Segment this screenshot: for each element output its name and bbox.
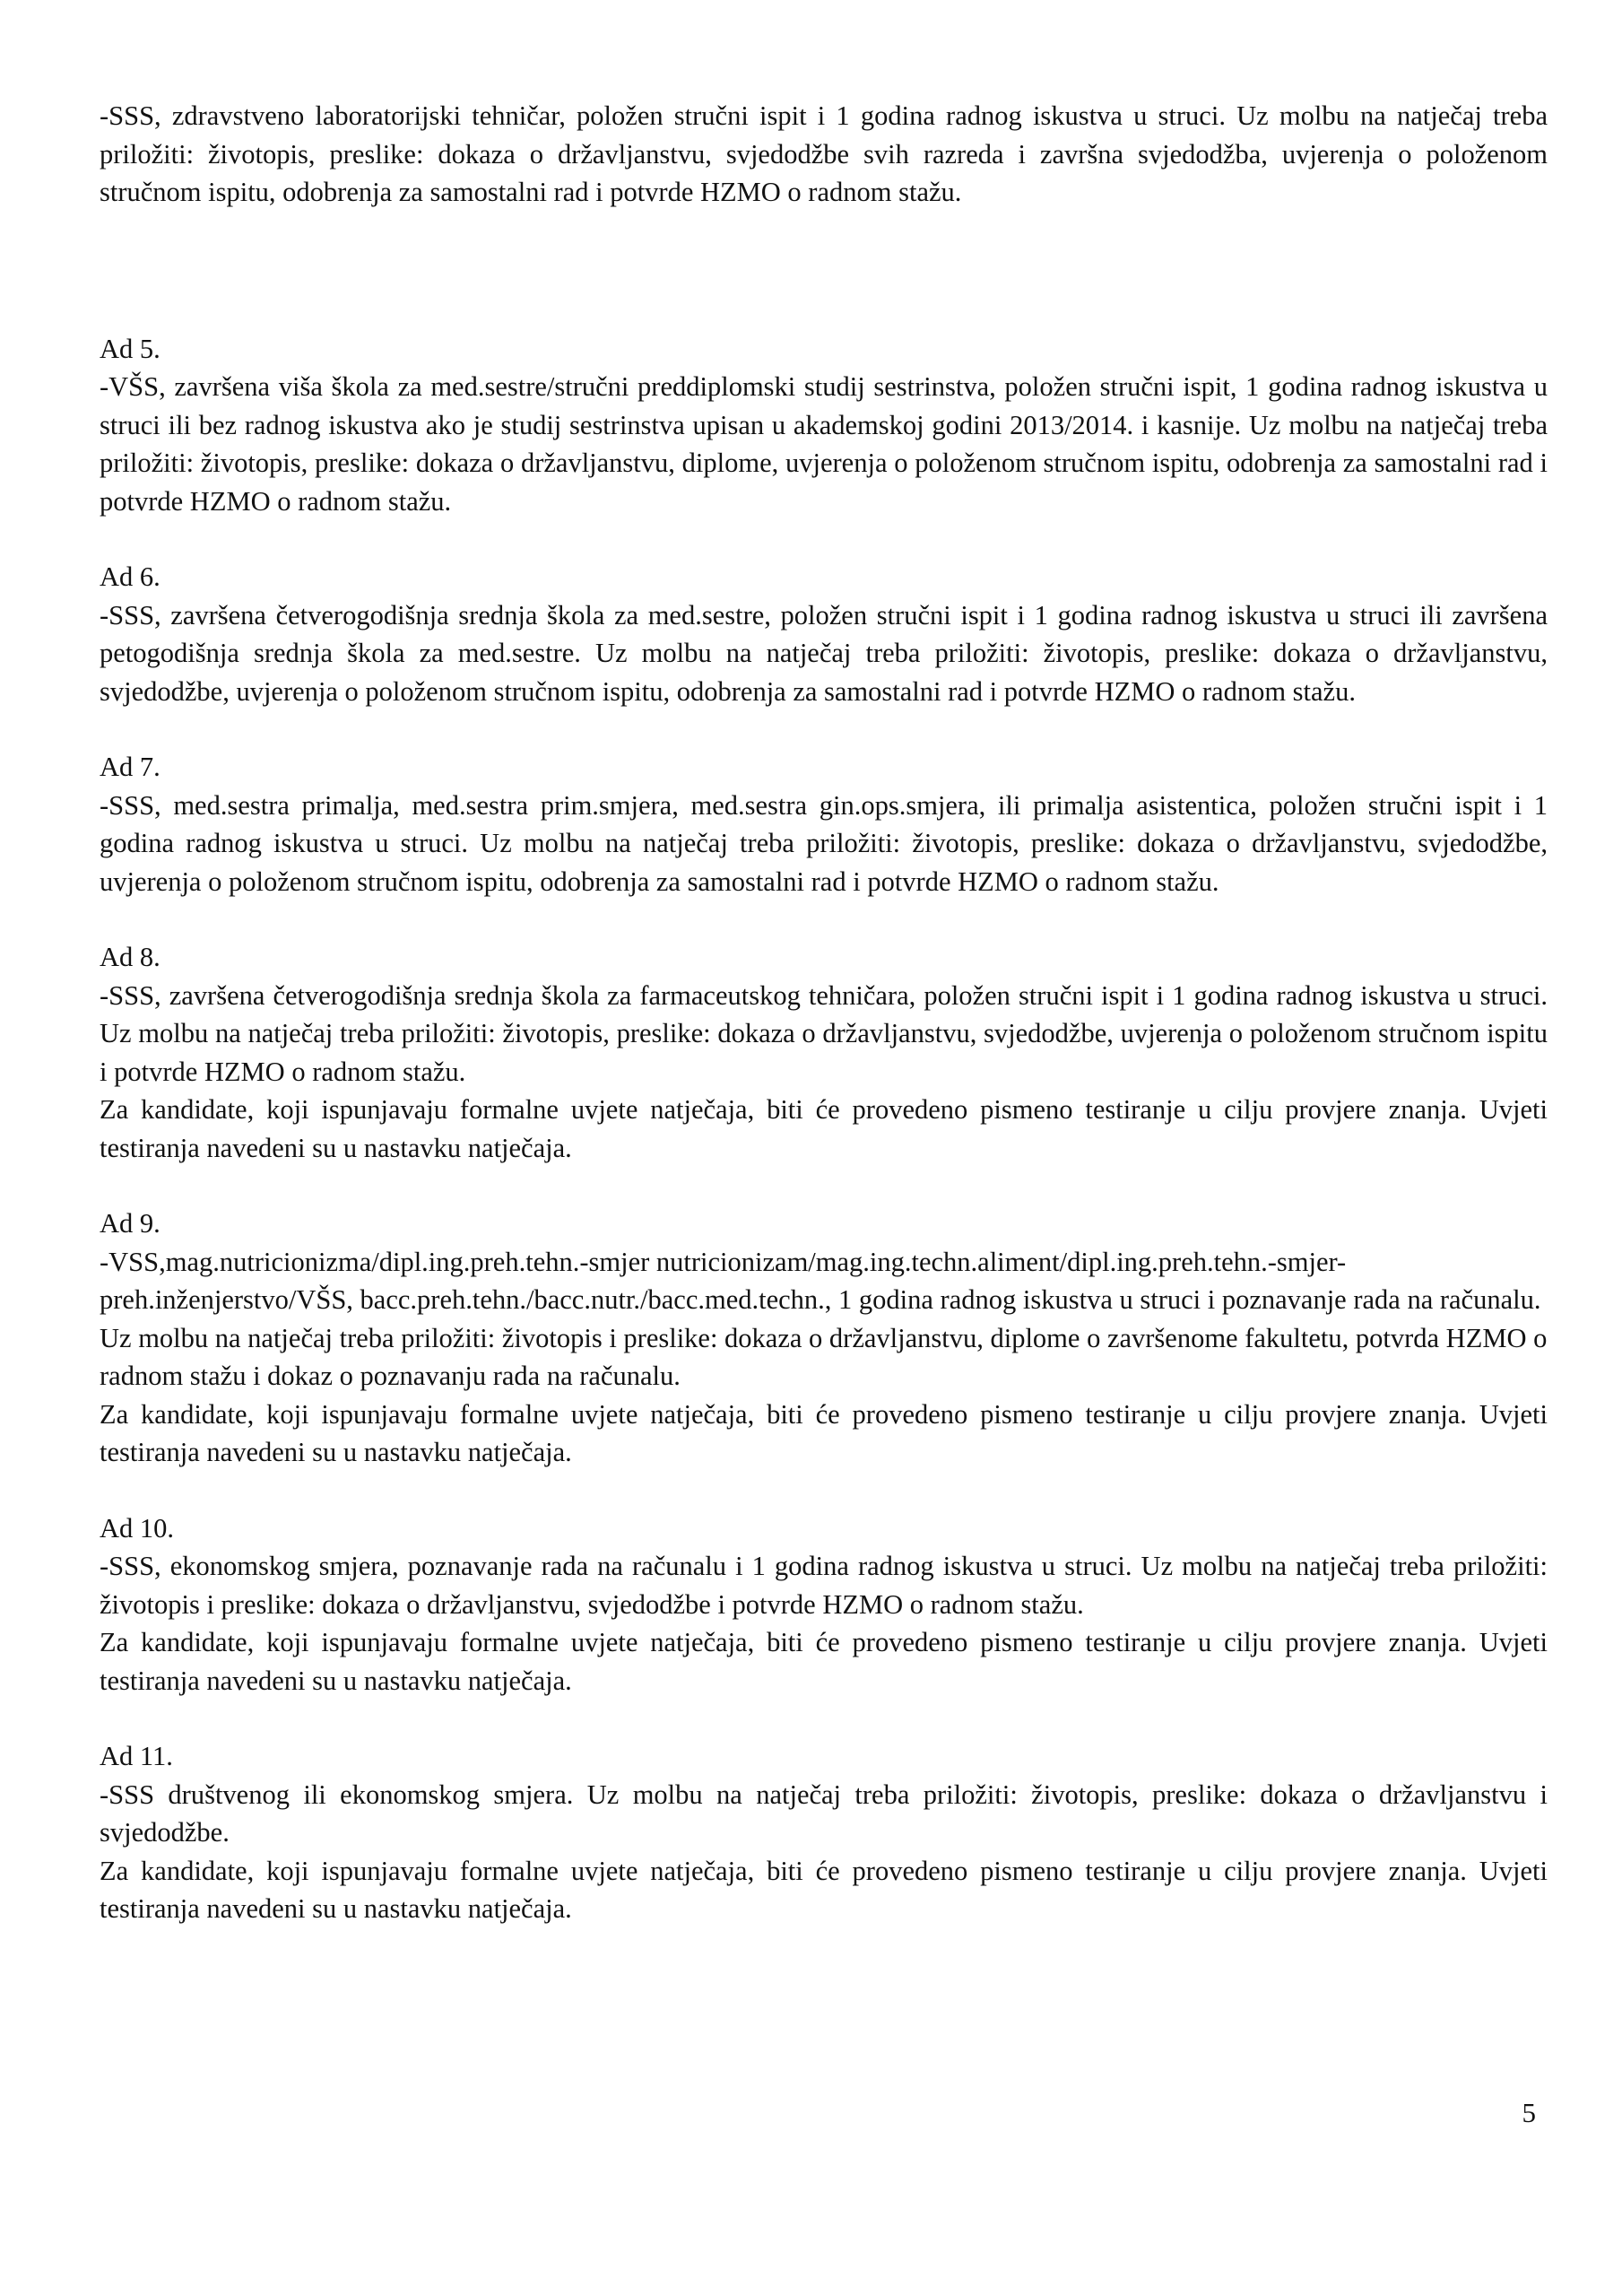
section-ad-10: [100, 1509, 1548, 1700]
section-heading: Ad 8.: [100, 942, 160, 972]
testing-note: Za kandidate, koji ispunjavaju formalne uvjete natječaja, biti će provedeno pismeno testiranje u cilju provjere znanja. Uvjeti testiranja navedeni su u nastavku natječaja.: [100, 1627, 1548, 1696]
section-ad-5: [100, 330, 1548, 521]
section-ad-6: [100, 558, 1548, 710]
section-ad-11: [100, 1737, 1548, 1928]
section-text: -SSS, ekonomskog smjera, poznavanje rada na računalu i 1 godina radnog iskustva u struci. Uz molbu na natječaj treba priložiti: životopis i preslike: dokaza o državljanstvu, svjedodžbe i potvrde HZMO o radnom stažu.: [100, 1551, 1548, 1620]
section-text: -SSS, završena četverogodišnja srednja škola za med.sestre, položen stručni ispit i 1 godina radnog iskustva u struci ili završena petogodišnja srednja škola za med.sestre. Uz molbu na natječaj treba priložiti: životopis, preslike: dokaza o državljanstvu, svjedodžbe, uvjerenja o položenom stručnom ispitu, odobrenja za samostalni rad i potvrde HZMO o radnom stažu.: [100, 599, 1548, 707]
section-text: -VSS,mag.nutricionizma/dipl.ing.preh.tehn.-smjer nutricionizam/mag.ing.techn.aliment/dipl.ing.preh.tehn.-smjer-preh.inženjerstvo/VŠS, bacc.preh.tehn./bacc.nutr./bacc.med.techn., 1 godina radnog iskustva u struci i poznavanje rada na računalu. Uz molbu na natječaj treba priložiti: životopis i preslike: dokaza o državljanstvu, diplome o završenome fakultetu, potvrda HZMO o radnom stažu i dokaz o poznavanju rada na računalu.: [100, 1246, 1548, 1391]
section-heading: Ad 10.: [100, 1512, 175, 1544]
page-number: 5: [1522, 2097, 1536, 2128]
section-heading: Ad 9.: [100, 1208, 160, 1239]
intro-paragraph: -SSS, zdravstveno laboratorijski tehničar, položen stručni ispit i 1 godina radnog iskustva u struci. Uz molbu na natječaj treba priložiti: životopis, preslike: dokaza o državljanstvu, svjedodžbe svih razreda i završna svjedodžba, uvjerenja o položenom stručnom ispitu, odobrenja za samostalni rad i potvrde HZMO o radnom stažu.: [100, 100, 1548, 207]
testing-note: Za kandidate, koji ispunjavaju formalne uvjete natječaja, biti će provedeno pismeno testiranje u cilju provjere znanja. Uvjeti testiranja navedeni su u nastavku natječaja.: [100, 1094, 1548, 1163]
section-text: -SSS, med.sestra primalja, med.sestra prim.smjera, med.sestra gin.ops.smjera, ili primalja asistentica, položen stručni ispit i 1 godina radnog iskustva u struci. Uz molbu na natječaj treba priložiti: životopis, preslike: dokaza o državljanstvu, svjedodžbe, uvjerenja o položenom stručnom ispitu, odobrenja za samostalni rad i potvrde HZMO o radnom stažu.: [100, 789, 1548, 897]
section-ad-8: [100, 938, 1548, 1167]
section-heading: Ad 5.: [100, 333, 160, 364]
section-ad-7: [100, 748, 1548, 900]
section-ad-9: [100, 1205, 1548, 1472]
section-text: -SSS društvenog ili ekonomskog smjera. Uz molbu na natječaj treba priložiti: životopis, preslike: dokaza o državljanstvu i svjedodžbe.: [100, 1779, 1548, 1848]
testing-note: Za kandidate, koji ispunjavaju formalne uvjete natječaja, biti će provedeno pismeno testiranje u cilju provjere znanja. Uvjeti testiranja navedeni su u nastavku natječaja.: [100, 1398, 1548, 1467]
section-heading: Ad 7.: [100, 752, 160, 782]
section-text: -VŠS, završena viša škola za med.sestre/stručni preddiplomski studij sestrinstva, položen stručni ispit, 1 godina radnog iskustva u struci ili bez radnog iskustva ako je studij sestrinstva upisan u akademskoj godini 2013/2014. i kasnije. Uz molbu na natječaj treba priložiti: životopis, preslike: dokaza o državljanstvu, diplome, uvjerenja o položenom stručnom ispitu, odobrenja za samostalni rad i potvrde HZMO o radnom stažu.: [100, 371, 1548, 517]
section-text: -SSS, završena četverogodišnja srednja škola za farmaceutskog tehničara, položen stručni ispit i 1 godina radnog iskustva u struci. Uz molbu na natječaj treba priložiti: životopis, preslike: dokaza o državljanstvu, svjedodžbe, uvjerenja o položenom stručnom ispitu i potvrde HZMO o radnom stažu.: [100, 979, 1548, 1087]
section-heading: Ad 6.: [100, 561, 160, 592]
document-body: [100, 97, 1548, 1928]
testing-note: Za kandidate, koji ispunjavaju formalne uvjete natječaja, biti će provedeno pismeno testiranje u cilju provjere znanja. Uvjeti testiranja navedeni su u nastavku natječaja.: [100, 1855, 1548, 1924]
section-heading: Ad 11.: [100, 1741, 173, 1771]
